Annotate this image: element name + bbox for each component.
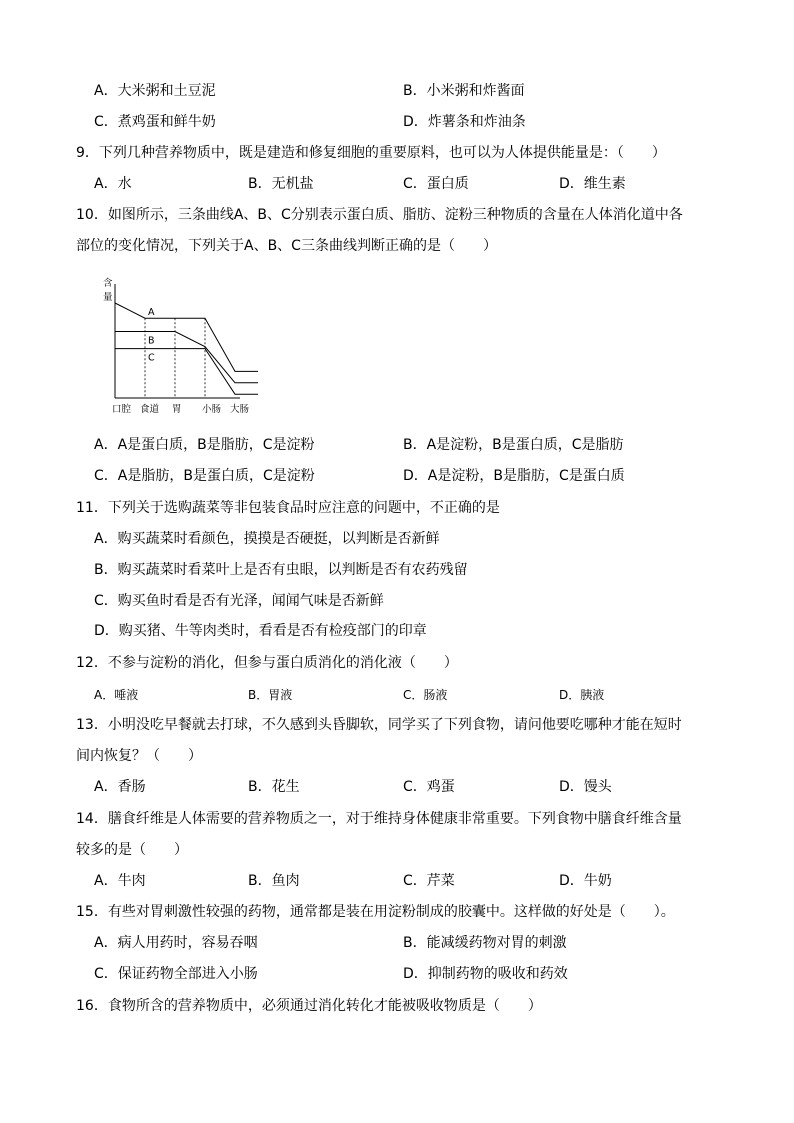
q13-option-d: D．馒头 [559,779,612,795]
q15-option-d: D．抑制药物的吸收和药效 [403,966,568,982]
q14-option-b: B．鱼肉 [248,873,300,889]
q10-option-a: A．A是蛋白质，B是脂肪，C是淀粉 [94,437,315,453]
q9-option-b: B．无机盐 [248,176,314,192]
q16-stem: 16．食物所含的营养物质中，必须通过消化转化才能被吸收物质是（ ） [76,998,542,1014]
q12-option-a: A．唾液 [94,688,139,702]
q10-option-c: C．A是脂肪，B是蛋白质，C是淀粉 [94,468,315,484]
q11-option-d: D．购买猪、牛等肉类时，看看是否有检疫部门的印章 [94,623,427,639]
q14-option-c: C．芹菜 [403,873,455,889]
digestion-chart [103,270,270,420]
q8-option-a: A．大米粥和土豆泥 [94,83,216,99]
q10-option-b: B．A是淀粉，B是蛋白质，C是脂肪 [403,437,624,453]
q13-stem-line1: 13．小明没吃早餐就去打球，不久感到头昏脚软，同学买了下列食物，请问他要吃哪种才能在短时 [76,717,682,733]
q14-stem-line2: 较多的是（ ） [76,842,188,858]
q12-option-b: B．胃液 [248,688,293,702]
q14-option-a: A．牛肉 [94,873,146,889]
q13-option-a: A．香肠 [94,779,146,795]
q15-option-b: B．能减缓药物对胃的刺激 [403,935,567,951]
q9-option-c: C．蛋白质 [403,176,469,192]
x-tick-label: 口腔 [112,404,132,415]
series-label-C: C [148,352,155,364]
x-tick-label: 胃 [172,404,182,415]
q12-option-c: C．肠液 [403,688,448,702]
q11-option-a: A．购买蔬菜时看颜色，摸摸是否硬挺，以判断是否新鲜 [94,531,440,547]
q12-option-d: D．胰液 [559,688,605,702]
q10-stem-line1: 10．如图所示，三条曲线A、B、C分别表示蛋白质、脂肪、淀粉三种物质的含量在人体消化道中各 [76,207,683,223]
q14-stem-line1: 14．膳食纤维是人体需要的营养物质之一，对于维持身体健康非常重要。下列食物中膳食纤维含量 [76,811,682,827]
q14-option-d: D．牛奶 [559,873,612,889]
series-label-A: A [148,307,155,319]
q9-stem: 9．下列几种营养物质中，既是建造和修复细胞的重要原料，也可以为人体提供能量是：（ ） [76,145,666,161]
q15-option-c: C．保证药物全部进入小肠 [94,966,258,982]
q8-option-c: C．煮鸡蛋和鲜牛奶 [94,114,216,130]
x-tick-label: 小肠 [202,404,222,415]
x-tick-label: 大肠 [230,404,250,415]
series-line-B [115,332,258,383]
q13-option-c: C．鸡蛋 [403,779,455,795]
q15-option-a: A．病人用药时，容易吞咽 [94,935,258,951]
q11-option-c: C．购买鱼时看是否有光泽，闻闻气味是否新鲜 [94,593,384,609]
q15-stem: 15．有些对胃刺激性较强的药物，通常都是装在用淀粉制成的胶囊中。这样做的好处是（ ）。 [76,904,675,920]
q8-option-d: D．炸薯条和炸油条 [403,114,526,130]
q11-option-b: B．购买蔬菜时看菜叶上是否有虫眼，以判断是否有农药残留 [94,562,468,578]
q13-stem-line2: 间内恢复？（ ） [76,748,202,764]
series-label-B: B [148,335,155,347]
q9-option-a: A．水 [94,176,132,192]
q10-stem-line2: 部位的变化情况，下列关于A、B、C三条曲线判断正确的是（ ） [76,238,497,254]
y-axis-label-char: 量 [103,292,113,303]
q12-stem: 12．不参与淀粉的消化，但参与蛋白质消化的消化液（ ） [76,655,458,671]
q10-option-d: D．A是淀粉，B是脂肪，C是蛋白质 [403,468,625,484]
x-tick-label: 食道 [140,404,160,415]
q11-stem: 11．下列关于选购蔬菜等非包装食品时应注意的问题中，不正确的是 [76,500,500,516]
q9-option-d: D．维生素 [559,176,626,192]
q13-option-b: B．花生 [248,779,300,795]
y-axis-label-char: 含 [103,278,113,289]
q8-option-b: B．小米粥和炸酱面 [403,83,525,99]
